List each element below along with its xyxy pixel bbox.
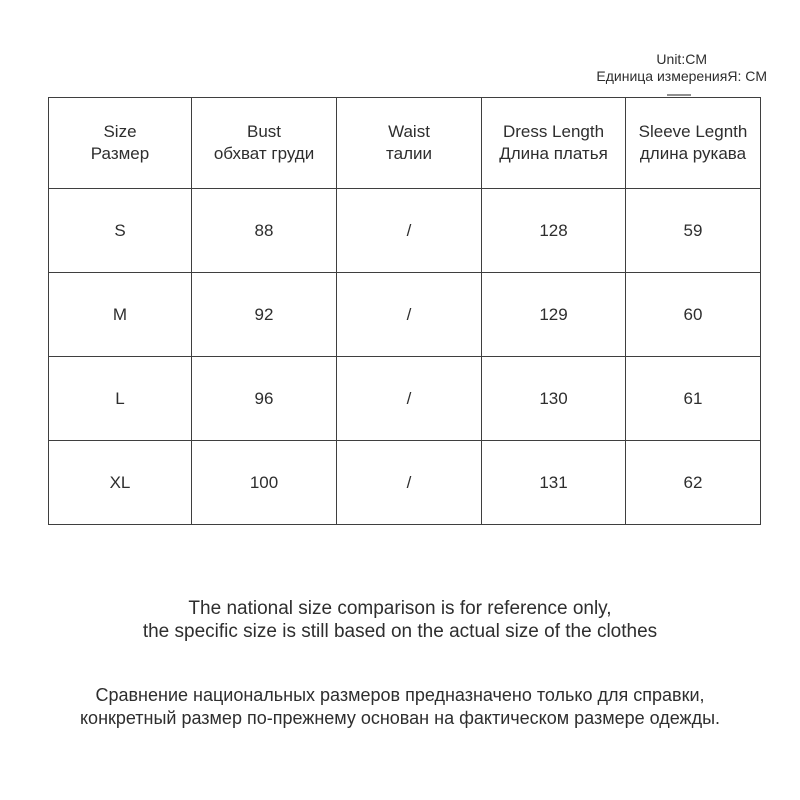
cell-s-size: S bbox=[49, 189, 192, 273]
note-russian bbox=[0, 684, 800, 730]
column-header-dress-length-en: Dress Length bbox=[502, 122, 605, 141]
cell-m-waist: / bbox=[337, 273, 482, 357]
column-header-sleeve-length bbox=[626, 98, 761, 189]
cell-s-waist: / bbox=[337, 189, 482, 273]
table-row-m bbox=[49, 273, 761, 357]
cell-m-size: M bbox=[49, 273, 192, 357]
column-header-bust bbox=[192, 98, 337, 189]
cell-m-sleeve-length: 60 bbox=[626, 273, 761, 357]
unit-note bbox=[596, 51, 767, 85]
cell-m-dress-length: 129 bbox=[482, 273, 626, 357]
size-table bbox=[48, 97, 761, 525]
cell-l-dress-length: 130 bbox=[482, 357, 626, 441]
cell-l-sleeve-length: 61 bbox=[626, 357, 761, 441]
cell-xl-waist: / bbox=[337, 441, 482, 525]
column-header-size bbox=[49, 98, 192, 189]
cell-xl-dress-length: 131 bbox=[482, 441, 626, 525]
cell-l-size: L bbox=[49, 357, 192, 441]
table-row-xl bbox=[49, 441, 761, 525]
column-header-size-ru: Размер bbox=[90, 144, 150, 163]
note-english-line1: The national size comparison is for reference only, bbox=[188, 598, 612, 619]
column-header-sleeve-length-ru: длина рукава bbox=[639, 144, 747, 163]
column-header-waist-ru: талии bbox=[386, 144, 432, 163]
table-row-l bbox=[49, 357, 761, 441]
cell-s-dress-length: 128 bbox=[482, 189, 626, 273]
column-header-dress-length-ru: Длина платья bbox=[499, 144, 608, 163]
cell-l-bust: 96 bbox=[192, 357, 337, 441]
table-header-row bbox=[49, 98, 761, 189]
unit-note-russian: Единица измеренияЯ: CM bbox=[596, 68, 767, 84]
table-row-s bbox=[49, 189, 761, 273]
column-header-dress-length bbox=[482, 98, 626, 189]
note-english-line2: the specific size is still based on the actual size of the clothes bbox=[142, 621, 658, 642]
cell-xl-sleeve-length: 62 bbox=[626, 441, 761, 525]
cell-s-bust: 88 bbox=[192, 189, 337, 273]
cell-l-waist: / bbox=[337, 357, 482, 441]
cell-s-sleeve-length: 59 bbox=[626, 189, 761, 273]
column-header-waist-en: Waist bbox=[388, 122, 430, 141]
unit-note-english: Unit:CM bbox=[656, 51, 707, 67]
cell-xl-bust: 100 bbox=[192, 441, 337, 525]
column-header-bust-ru: обхват груди bbox=[213, 144, 315, 163]
note-russian-line1: Сравнение национальных размеров предназначено только для справки, bbox=[95, 685, 705, 705]
cell-xl-size: XL bbox=[49, 441, 192, 525]
column-header-sleeve-length-en: Sleeve Legnth bbox=[638, 122, 748, 141]
note-english bbox=[0, 597, 800, 643]
column-header-bust-en: Bust bbox=[246, 122, 282, 141]
column-header-waist bbox=[337, 98, 482, 189]
note-russian-line2: конкретный размер по-прежнему основан на фактическом размере одежды. bbox=[79, 708, 721, 728]
column-header-size-en: Size bbox=[103, 122, 137, 141]
stray-mark bbox=[667, 94, 691, 96]
cell-m-bust: 92 bbox=[192, 273, 337, 357]
